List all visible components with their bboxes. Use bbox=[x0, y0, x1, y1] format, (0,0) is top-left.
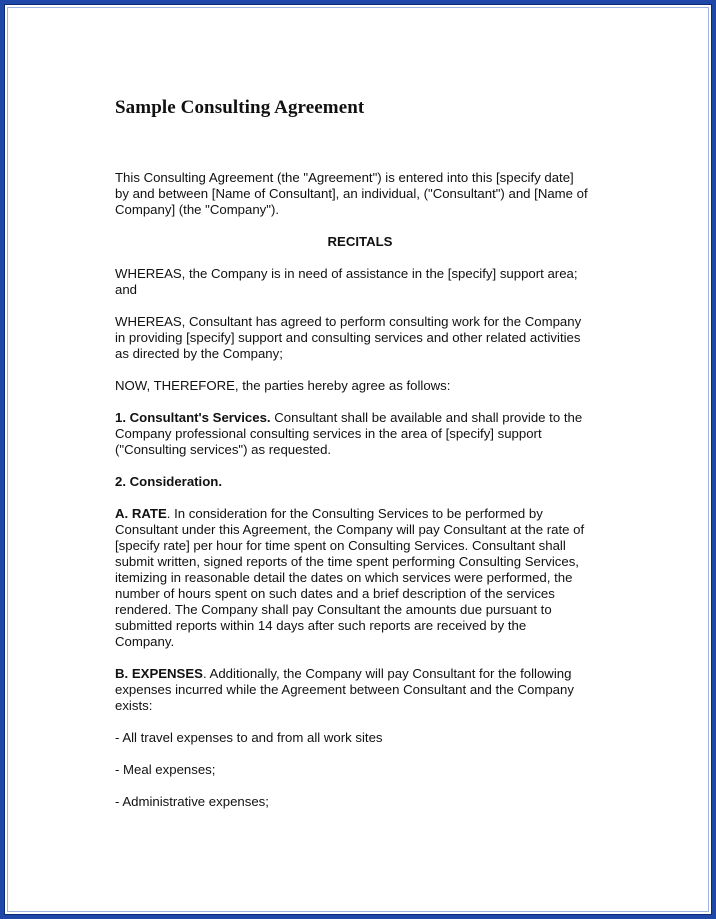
section-2-heading: 2. Consideration. bbox=[115, 474, 222, 489]
document-title: Sample Consulting Agreement bbox=[115, 97, 365, 118]
whereas-paragraph-2 bbox=[115, 314, 605, 362]
rate-line-7: rendered. The Company shall pay Consultant the amounts due pursuant to bbox=[115, 602, 552, 617]
whereas1-line-2: and bbox=[115, 282, 138, 297]
section-1-paragraph bbox=[115, 410, 605, 458]
whereas2-line-3: as directed by the Company; bbox=[115, 346, 283, 361]
rate-line-8: submitted reports within 14 days after such reports are received by the bbox=[115, 618, 527, 633]
section-1-line-1: Consultant shall be available and shall provide to the bbox=[270, 410, 583, 425]
expenses-paragraph bbox=[115, 666, 605, 714]
rate-line-3: [specify rate] per hour for time spent on Consulting Services. Consultant shall bbox=[115, 538, 566, 553]
document-page bbox=[5, 5, 713, 916]
whereas2-line-2: in providing [specify] support and consulting services and other related activities bbox=[115, 330, 581, 345]
expenses-line-2: expenses incurred while the Agreement between Consultant and the Company bbox=[115, 682, 574, 697]
expense-item: - Meal expenses; bbox=[115, 762, 216, 777]
expenses-heading: B. EXPENSES bbox=[115, 666, 203, 681]
expense-item: - Administrative expenses; bbox=[115, 794, 269, 809]
whereas2-line-1: WHEREAS, Consultant has agreed to perform consulting work for the Company bbox=[115, 314, 582, 329]
now-therefore-paragraph: NOW, THEREFORE, the parties hereby agree as follows: bbox=[115, 378, 451, 393]
section-1-heading: 1. Consultant's Services. bbox=[115, 410, 271, 425]
section-1-line-2: Company professional consulting services in the area of [specify] support bbox=[115, 426, 542, 441]
paper bbox=[4, 4, 712, 915]
rate-heading: A. RATE bbox=[115, 506, 167, 521]
whereas1-line-1: WHEREAS, the Company is in need of assistance in the [specify] support area; bbox=[115, 266, 578, 281]
rate-line-4: submit written, signed reports of the time spent performing Consulting Services, bbox=[115, 554, 579, 569]
intro-line-1: This Consulting Agreement (the "Agreement") is entered into this [specify date] bbox=[115, 170, 574, 185]
expenses-line-3: exists: bbox=[115, 698, 153, 713]
recitals-heading: RECITALS bbox=[327, 234, 393, 249]
section-1-line-3: ("Consulting services") as requested. bbox=[115, 442, 332, 457]
rate-paragraph bbox=[115, 506, 605, 650]
intro-line-2: by and between [Name of Consultant], an individual, ("Consultant") and [Name of bbox=[115, 186, 588, 201]
rate-line-5: itemizing in reasonable detail the dates on which services were performed, the bbox=[115, 570, 573, 585]
intro-paragraph bbox=[115, 170, 605, 218]
expense-item: - All travel expenses to and from all work sites bbox=[115, 730, 383, 745]
whereas-paragraph-1 bbox=[115, 266, 605, 298]
rate-line-6: number of hours spent on such dates and a brief description of the services bbox=[115, 586, 555, 601]
intro-line-3: Company] (the "Company"). bbox=[115, 202, 280, 217]
rate-line-9: Company. bbox=[115, 634, 175, 649]
expenses-line-1: . Additionally, the Company will pay Consultant for the following bbox=[202, 666, 572, 681]
rate-line-2: Consultant under this Agreement, the Company will pay Consultant at the rate of bbox=[115, 522, 585, 537]
rate-line-1: . In consideration for the Consulting Services to be performed by bbox=[166, 506, 543, 521]
document-body bbox=[115, 170, 605, 826]
